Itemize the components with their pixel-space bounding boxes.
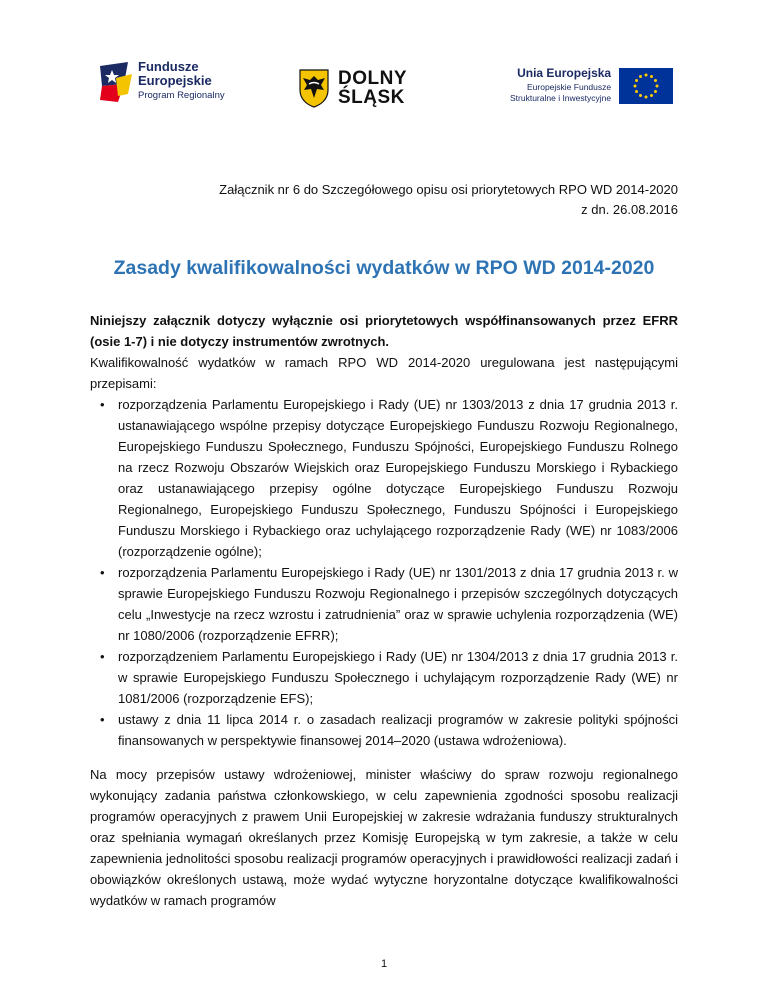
list-item <box>90 562 678 646</box>
annex-header <box>219 180 678 220</box>
dolny-slask-logo <box>298 68 407 108</box>
bullet-icon: • <box>100 397 105 412</box>
regulation-text: rozporządzenia Parlamentu Europejskiego i Rady (UE) nr 1303/2013 z dnia 17 grudnia 2013 r. ustanawiającego wspólne przepisy dotyczące Europejskiego Funduszu Rozwoju Regionalnego, Europejskiego Funduszu Społecznego, Funduszu Spójności, Europejskiego Funduszu Rolnego na rzecz Rozwoju Obszarów Wiejskich oraz Europejskiego Funduszu Morskiego i Rybackiego oraz ustanawiającego przepisy ogólne dotyczące Europejskiego Funduszu Rozwoju Regionalnego, Europejskiego Funduszu Społecznego, Funduszu Spójności i Europejskiego Funduszu Morskiego i Rybackiego oraz uchylającego rozporządzenie Rady (WE) nr 1083/2006 (rozporządzenie ogólne); <box>118 397 678 559</box>
annex-date: z dn. 26.08.2016 <box>581 202 678 217</box>
unia-europejska-logo <box>510 68 673 104</box>
regulation-text: rozporządzenia Parlamentu Europejskiego i Rady (UE) nr 1301/2013 z dnia 17 grudnia 2013 r. w sprawie Europejskiego Funduszu Rozwoju Regionalnego i przepisów szczególnych dotyczących celu „Inwestycje na rzecz wzrostu i zatrudnienia” oraz w sprawie uchylenia rozporządzenia (WE) nr 1080/2006 (rozporządzenie EFRR); <box>118 565 678 643</box>
legal-basis-paragraph: Na mocy przepisów ustawy wdrożeniowej, minister właściwy do spraw rozwoju regionalnego wykonujący zadania państwa członkowskiego, w celu zapewnienia zgodności sposobu realizacji programów operacyjnych z prawem Unii Europejskiej w zakresie wdrażania funduszy strukturalnych oraz spełniania wymagań określanych przez Komisję Europejską w tym zakresie, a także w celu zapewnienia jednolitości sposobu realizacji programów operacyjnych i prawidłowości realizacji zadań i obowiązków określonych ustawą, może wydać wytyczne horyzontalne dotyczące kwalifikowalności wydatków w ramach programów <box>90 767 678 908</box>
regulations-list <box>90 394 678 751</box>
eu-funds-line-1: Europejskie Fundusze <box>527 82 612 92</box>
annex-line: Załącznik nr 6 do Szczegółowego opisu osi priorytetowych RPO WD 2014-2020 <box>219 182 678 197</box>
europejskie-line: Europejskie <box>138 73 212 88</box>
eu-funds-line-2: Strukturalne i Inwestycyjne <box>510 93 612 103</box>
list-item <box>90 709 678 751</box>
list-item <box>90 646 678 709</box>
fundusze-line: Fundusze <box>138 59 199 74</box>
slask-line: ŚLĄSK <box>338 87 405 108</box>
dolny-line: DOLNY <box>338 68 407 89</box>
list-item <box>90 394 678 562</box>
intro-paragraph: Kwalifikowalność wydatków w ramach RPO WD 2014-2020 uregulowana jest następującymi przepisami: <box>90 355 678 391</box>
intro-bold-paragraph: Niniejszy załącznik dotyczy wyłącznie osi priorytetowych współfinansowanych przez EFRR (osie 1-7) i nie dotyczy instrumentów zwrotnych. <box>90 313 678 349</box>
dolny-slask-eagle-crest-icon <box>298 68 330 108</box>
bullet-icon: • <box>100 712 105 727</box>
document-title: Zasady kwalifikowalności wydatków w RPO WD 2014-2020 <box>113 257 655 279</box>
regulation-text: rozporządzeniem Parlamentu Europejskiego i Rady (UE) nr 1304/2013 z dnia 17 grudnia 2013 r. w sprawie Europejskiego Funduszu Społecznego i uchylającym rozporządzenie Rady (WE) nr 1081/2006 (rozporządzenie EFS); <box>118 649 678 706</box>
program-regionalny-line: Program Regionalny <box>138 90 225 101</box>
unia-europejska-line: Unia Europejska <box>517 66 612 80</box>
fundusze-europejskie-mark-icon <box>98 60 134 104</box>
bullet-icon: • <box>100 565 105 580</box>
page-number: 1 <box>380 958 388 970</box>
logo-bar <box>0 58 768 114</box>
regulation-text: ustawy z dnia 11 lipca 2014 r. o zasadach realizacji programów w zakresie polityki spójności finansowanych w perspektywie finansowej 2014–2020 (ustawa wdrożeniowa). <box>118 712 678 748</box>
document-body <box>90 310 678 911</box>
fundusze-europejskie-logo <box>98 60 225 104</box>
bullet-icon: • <box>100 649 105 664</box>
eu-flag-icon <box>619 68 673 104</box>
